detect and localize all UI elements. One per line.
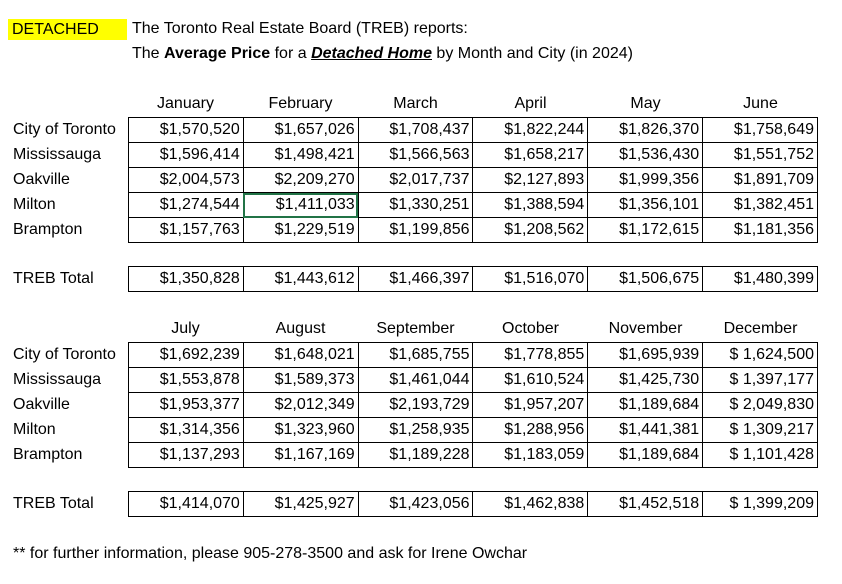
city-labels-2 xyxy=(13,342,116,467)
table-cell[interactable]: $1,536,430 xyxy=(588,143,703,168)
city-labels-1 xyxy=(13,117,116,242)
city-label: Mississauga xyxy=(13,371,102,388)
table-cell[interactable]: $ 1,399,209 xyxy=(703,492,818,517)
city-label: City of Toronto xyxy=(13,121,116,138)
table-cell[interactable]: $1,596,414 xyxy=(129,143,244,168)
month-header: June xyxy=(743,95,778,112)
table-cell[interactable]: $1,229,519 xyxy=(243,218,358,243)
month-header-row-1 xyxy=(128,95,818,113)
table-row xyxy=(129,443,818,468)
table-row xyxy=(129,193,818,218)
title-detached-home: Detached Home xyxy=(311,45,432,62)
table-row xyxy=(129,118,818,143)
table-cell[interactable]: $2,127,893 xyxy=(473,168,588,193)
title-average-price: Average Price xyxy=(164,45,271,62)
table-cell[interactable]: $1,957,207 xyxy=(473,393,588,418)
table-row xyxy=(129,368,818,393)
table-row xyxy=(129,343,818,368)
table-row xyxy=(129,143,818,168)
table-cell[interactable]: $1,553,878 xyxy=(129,368,244,393)
table-cell[interactable]: $ 1,397,177 xyxy=(703,368,818,393)
table-cell[interactable]: $1,570,520 xyxy=(129,118,244,143)
table-cell[interactable]: $1,189,684 xyxy=(588,393,703,418)
title-line-1: The Toronto Real Estate Board (TREB) reports: xyxy=(132,20,468,37)
table-cell[interactable]: $ 2,049,830 xyxy=(703,393,818,418)
table-cell[interactable]: $1,822,244 xyxy=(473,118,588,143)
table-cell[interactable]: $1,189,684 xyxy=(588,443,703,468)
table-row xyxy=(129,267,818,292)
table-cell[interactable]: $1,708,437 xyxy=(358,118,473,143)
table-cell[interactable]: $1,778,855 xyxy=(473,343,588,368)
title-mid: for a xyxy=(270,45,312,62)
table-cell[interactable]: $1,953,377 xyxy=(129,393,244,418)
table-cell[interactable]: $1,516,070 xyxy=(473,267,588,292)
table-cell[interactable]: $1,157,763 xyxy=(129,218,244,243)
contact-note: ** for further information, please 905-278-3500 and ask for Irene Owchar xyxy=(13,545,528,562)
table-cell[interactable]: $1,466,397 xyxy=(358,267,473,292)
month-header: March xyxy=(393,95,438,112)
detached-tag: DETACHED xyxy=(8,19,127,40)
month-header: September xyxy=(376,320,455,337)
table-row xyxy=(129,218,818,243)
table-cell[interactable]: $1,208,562 xyxy=(473,218,588,243)
table-cell[interactable]: $1,551,752 xyxy=(703,143,818,168)
table-row xyxy=(129,168,818,193)
table-cell[interactable]: $1,414,070 xyxy=(129,492,244,517)
title-post: by Month and City (in 2024) xyxy=(431,45,633,62)
table-row xyxy=(129,492,818,517)
table-cell[interactable]: $1,183,059 xyxy=(473,443,588,468)
table-cell[interactable]: $1,498,421 xyxy=(243,143,358,168)
table-cell[interactable]: $2,193,729 xyxy=(358,393,473,418)
table-cell[interactable]: $ 1,101,428 xyxy=(703,443,818,468)
month-header: July xyxy=(171,320,200,337)
city-label: Brampton xyxy=(13,446,83,463)
treb-total-table-jan-jun xyxy=(128,266,818,292)
table-cell[interactable]: $1,350,828 xyxy=(129,267,244,292)
table-cell[interactable]: $ 1,309,217 xyxy=(703,418,818,443)
table-cell[interactable]: $1,274,544 xyxy=(129,193,244,218)
price-table-jan-jun xyxy=(128,117,818,243)
table-cell[interactable]: $1,288,956 xyxy=(473,418,588,443)
table-cell[interactable]: $1,181,356 xyxy=(703,218,818,243)
treb-total-label-2: TREB Total xyxy=(13,495,94,512)
treb-total-table-jul-dec xyxy=(128,491,818,517)
table-cell[interactable]: $1,199,856 xyxy=(358,218,473,243)
table-cell[interactable]: $2,017,737 xyxy=(358,168,473,193)
table-cell[interactable]: $1,258,935 xyxy=(358,418,473,443)
table-cell[interactable]: $1,462,838 xyxy=(473,492,588,517)
table-cell[interactable]: $1,648,021 xyxy=(243,343,358,368)
table-cell[interactable]: $1,423,056 xyxy=(358,492,473,517)
month-header: August xyxy=(275,320,326,337)
month-header: November xyxy=(608,320,683,337)
table-cell[interactable]: $1,137,293 xyxy=(129,443,244,468)
table-cell[interactable]: $1,891,709 xyxy=(703,168,818,193)
city-label: Mississauga xyxy=(13,146,102,163)
table-cell[interactable]: $1,826,370 xyxy=(588,118,703,143)
table-cell[interactable]: $1,506,675 xyxy=(588,267,703,292)
table-cell[interactable]: $1,758,649 xyxy=(703,118,818,143)
table-cell[interactable]: $1,452,518 xyxy=(588,492,703,517)
table-cell[interactable]: $1,610,524 xyxy=(473,368,588,393)
table-cell[interactable]: $1,657,026 xyxy=(243,118,358,143)
table-cell[interactable]: $1,695,939 xyxy=(588,343,703,368)
table-row xyxy=(129,418,818,443)
table-row xyxy=(129,393,818,418)
table-cell[interactable]: $1,172,615 xyxy=(588,218,703,243)
table-cell[interactable]: $1,685,755 xyxy=(358,343,473,368)
table-cell[interactable]: $1,323,960 xyxy=(243,418,358,443)
month-header-row-2 xyxy=(128,320,818,338)
city-label: Oakville xyxy=(13,171,70,188)
table-cell[interactable]: $2,012,349 xyxy=(243,393,358,418)
table-cell[interactable]: $1,999,356 xyxy=(588,168,703,193)
table-cell[interactable]: $1,314,356 xyxy=(129,418,244,443)
table-cell[interactable]: $2,209,270 xyxy=(243,168,358,193)
city-label: Milton xyxy=(13,421,56,438)
month-header: January xyxy=(157,95,214,112)
table-cell[interactable]: $1,356,101 xyxy=(588,193,703,218)
table-cell[interactable]: $1,167,169 xyxy=(243,443,358,468)
title-line-2 xyxy=(132,45,633,63)
table-cell[interactable]: $1,388,594 xyxy=(473,193,588,218)
city-label: Brampton xyxy=(13,221,83,238)
table-cell[interactable]: $1,566,563 xyxy=(358,143,473,168)
table-cell[interactable]: $1,692,239 xyxy=(129,343,244,368)
table-cell[interactable]: $1,658,217 xyxy=(473,143,588,168)
table-cell[interactable]: $1,443,612 xyxy=(243,267,358,292)
table-cell[interactable]: $1,425,927 xyxy=(243,492,358,517)
city-label: Milton xyxy=(13,196,56,213)
table-cell[interactable]: $1,441,381 xyxy=(588,418,703,443)
table-cell[interactable]: $2,004,573 xyxy=(129,168,244,193)
title-pre: The xyxy=(132,45,165,62)
treb-total-label-1: TREB Total xyxy=(13,270,94,287)
city-label: City of Toronto xyxy=(13,346,116,363)
selected-cell[interactable]: $1,411,033 xyxy=(243,193,358,218)
table-cell[interactable]: $1,480,399 xyxy=(703,267,818,292)
month-header: May xyxy=(630,95,661,112)
month-header: April xyxy=(514,95,547,112)
table-cell[interactable]: $1,189,228 xyxy=(358,443,473,468)
month-header: February xyxy=(268,95,333,112)
city-label: Oakville xyxy=(13,396,70,413)
month-header: October xyxy=(502,320,559,337)
table-cell[interactable]: $1,589,373 xyxy=(243,368,358,393)
table-cell[interactable]: $1,461,044 xyxy=(358,368,473,393)
table-cell[interactable]: $ 1,624,500 xyxy=(703,343,818,368)
price-table-jul-dec xyxy=(128,342,818,468)
table-cell[interactable]: $1,425,730 xyxy=(588,368,703,393)
month-header: December xyxy=(723,320,798,337)
table-cell[interactable]: $1,330,251 xyxy=(358,193,473,218)
table-cell[interactable]: $1,382,451 xyxy=(703,193,818,218)
